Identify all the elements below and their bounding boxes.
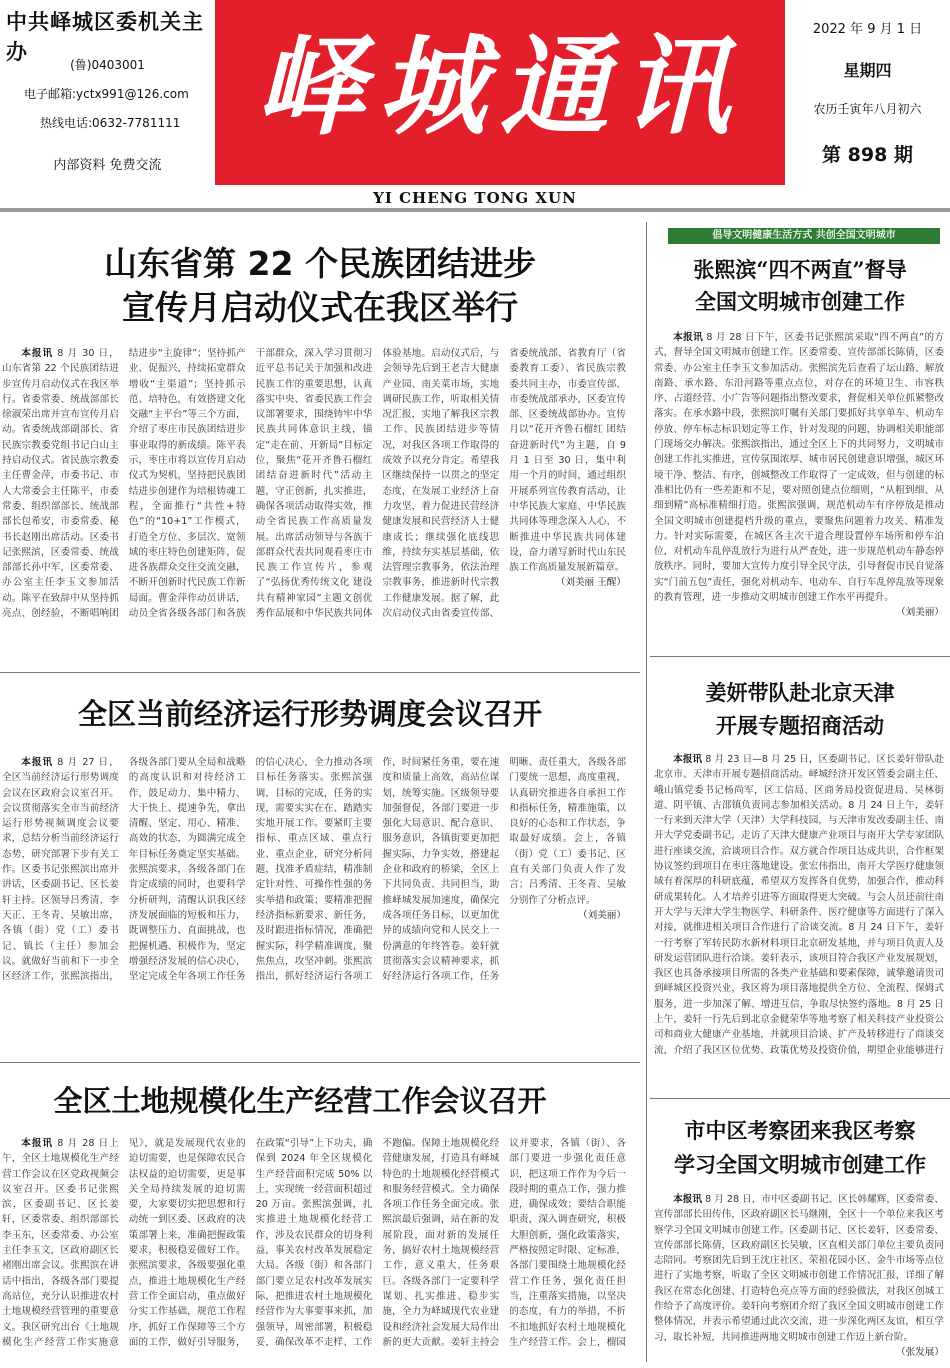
masthead-info-right bbox=[785, 0, 950, 185]
sidebar-2-headline-line-2: 开展专题招商活动 bbox=[716, 713, 884, 738]
email-address: 电子邮箱:yctx991@126.com bbox=[24, 87, 189, 101]
internal-notice: 内部资料 免费交流 bbox=[53, 158, 162, 173]
issue-number: 第 898 期 bbox=[822, 144, 913, 166]
article-2-body bbox=[2, 755, 626, 1051]
sidebar-1-lead: 本报讯 bbox=[673, 332, 704, 343]
column-divider bbox=[646, 222, 647, 1362]
sidebar-3-body bbox=[654, 1192, 944, 1364]
sidebar-2-text: 8 月 23 日—8 月 25 日，区委副书记、区长姜轩带队赴北京市、天津市开展专题招商活动。峄城经济开发区管委会副主任、峨山镇党委书记杨尚军，区工信局、区商务局投资促进局、吴林街道、阴平镇、古邵镇负责同志参加相关活动。8 月 24 日上午，姜轩一行来到天津大学（天津）大学科技园，与天津市发改委副主任、南开大学党委副书记，走访了天津大健康产业项目与南开大学专家团队进行座谈交流，洽谈项目合作。双方就合作项目达成共识，合作框架协议签约到项目在枣庄落地建设。张宏伟指出，南开大学医疗健康领域有着深厚的科研底蕴，希望双方发挥各自优势，加强合作，推动科研成果转化。人才培养引进等方面取得更大突破。与会人员还前往南开大学与天津大学生物医学、科研条件、医疗健康等方面进行了深入对接，就推进相关项目合作进行了洽谈交流。8 月 24 日下午，姜轩一行考察了军转民防水新材料项目北京研发基地，并与项目负责人及研发运营团队进行洽谈。姜轩表示，该项目符合我区产业发展规划，我区也具备承接项目所需的各类产业基础和要素保障，诚挚邀请贵司到峄城区投资兴业，我区将为项目落地提供全方位、全流程、保姆式服务，进一步加深了解、增进互信，争取尽快签约落地。8 月 25 日上午，姜轩一行先后到北京金健荣华等地考察了相关科技产业投资公司和商业大健康产业基地，并就项目洽谈、扩产及转移进行了商谈交流，介绍了我区区位优势、政策优势及投资价值，期望企业能够进行 bbox=[654, 754, 944, 1056]
sidebar-1-text: 8 月 28 日下午，区委书记张熙滨采取“四不两直”的方式，督导全国文明城市创建工作。区委常委、宣传部部长陈倩，区委常委、办公室主任李玉文参加活动。张熙滨先后查看了坛山路、解放南路、承水路、东沿河路等重点点位，对存在的环境卫生、市容秩序、占道经营、小广告等问题指出整改要求，督促相关单位抓紧整改落实。在承水路中段，张熙滨叮嘱有关部门要抓好共享单车、机动车停放、停车标志标识划定等工作，针对发现的问题，协调相关职能部门现场交办解决。张熙滨指出，通过全区上下的共同努力，文明城市创建工作扎实推进，宣传氛围浓厚、城市居民创建意识增强，城区环境干净、整洁、有序，创城整改工作取得了一定成效，但与创建的标准相比仍有一些差距和不足，要对照创建点位细则，“从粗到细、从细到精”高标准精细打造。张熙滨强调，规范机动车有序停放是推动全国文明城市创建提档升级的重点，要聚焦问题着力攻关、精准发力。针对实际需要，在城区各主次干道合理设置停车场所和停车泊位，对机动车乱停乱放行为进行从严查处，进一步规范机动车静态停放秩序。同时，要加大宣传力度引导全民守法，引导督促市民自觉落实“门前五包”责任，强化对机动车、电动车、自行车乱停乱放等现象的教育管理，进一步推动文明城市创建工作水平再提升。 bbox=[654, 332, 944, 604]
article-1-headline-line-2: 宣传月启动仪式在我区举行 bbox=[122, 288, 518, 327]
divider bbox=[0, 672, 640, 673]
article-3-text: 8 月 28 日上午，全区土地规模化生产经营工作会议在区党政视频会议室召开。区委书记张熙滨，区委副书记、区长姜轩，区委常委、组织部部长李玉东，区委常委、办公室主任李玉文，区政府副区长褚刚出席会议。张熙滨在讲话中指出，各级各部门要提高站位，充分认识推进农村土地规模经营管理的重要意义。我区研究出台《土地规模化生产经营工作实施意见》，就是发展现代农业的迫切需要，也是保障农民合法权益的迫切需要，更是事关全局持续发展的迫切需要，大家要切实把思想和行动统一到区委、区政府的决策部署上来，准确把握政策要求，积极稳妥做好工作。张熙滨要求，各级要强化重点，推进土地规模化生产经营工作全面启动，重点做好分实工作基础，规范工作程序，抓好工作保障等三个方面的工作，做好引导服务，在政策“引导”上下功夫，确保到 2024 年全区规模化生产经营面积完成 50% 以上，实现统一经营面积超过 20 万亩。张熙滨强调，扎实推进土地规模化经营工作，涉及农民群众的切身利益，事关农村改革发展稳定大局。各级（街）和各部门部门要立足农村改革发展实际，把推进农村土地规模化经营作为大事要事来抓，加强领导，周密部署，积极稳妥，确保改革不走样、工作不跑偏。保障土地规模化经营健康发展，打造具有峄城特色的土地规模化经营模式和服务经营模式。全力确保各项工作任务全面完成。张熙滨最后强调，站在新的发展阶段，面对新的发展任务，搞好农村土地规模经营工作，意义重大，任务艰巨。各级各部门一定要科学谋划、扎实推进、稳步实施，全力为峄城现代农业建设和经济社会发展大局作出新的更大贡献。姜轩主持会议并要求，各镇（街）、各部门要进一步强化责任意识，把这项工作作为今后一段时期的重点工作，强力推进，确保成效；要结合职能职责，深入调查研究，积极大胆创新，强化政策落实，严格按照定时限、定标准，各部门要围绕土地规模化经营工作任务，强化责任担当，注重落实措施，以坚决的态度，有力的举措，不折不扣地抓好农村土地规模化生产经营工作。会上，榴园 bbox=[2, 1138, 626, 1348]
sidebar-3-headline-line-1: 市中区考察团来我区考察 bbox=[684, 1118, 916, 1143]
article-1-body bbox=[2, 346, 626, 662]
article-1-text: 8 月 30 日，山东省第 22 个民族团结进步宣传月启动仪式在我区举行。省委常委、统战部部长徐淑荣出席并宣布宣传月启动。省委统战部副部长、省民族宗教委党组书记白山主持启动仪式。省民族宗教委主任曹金萍，市委书记、市人大常委会主任陈平，市委常委、组织部部长、统战部部长包希安，市委常委、秘书长赵刚出席活动。区委书记张熙滨，区委常委、统战部部长孙中军，区委常委、办公室主任李玉文参加活动。陈平在致辞中从坚持抓亮点、创经验，不断唱响团结进步“主旋律”；坚持抓产业、促振兴，持续拓宽群众增收“主渠道”；坚持抓示范、培特色，有效搭建文化交融“主平台”等三个方面，介绍了枣庄市民族团结进步事业取得的新成绩。陈平表示，枣庄市将以宣传月启动仪式为契机，坚持把民族团结进步创建作为培根铸魂工程，全面推行“共性+特色”的“10+1”工作模式，打造全方位、多层次、宽领域的枣庄特色创建矩阵，促进各族群众交往交流交融，不断开创新时代民族工作新局面。曹金萍作动员讲话，动员全省各级各部门和各族干部群众，深入学习贯彻习近平总书记关于加强和改进民族工作的重要思想，认真落实中央、省委民族工作会议部署要求，围绕铸牢中华民族共同体意识主线，锚定“走在前、开新局”目标定位，聚焦“花开齐鲁石榴红 团结奋进新时代”活动主题，守正创新，扎实推进，确保各项活动取得实效，推动全省民族工作高质量发展。出席活动领导与各族干部群众代表共同观看枣庄市民族工作宣传片，参观了“弘扬优秀传统文化 建设共有精神家园”主题文创优秀作品展和中华民族共同体体验基地。启动仪式后，与会领导先后到王老吉大健康产业园、南关菜市场，实地调研民族工作，听取相关情况汇报，实地了解我区宗教工作、民族团结进步等情况，对我区各项工作取得的成效予以充分肯定。希望我区继续保持一以贯之的坚定态度，在发展工业经济上奋力攻坚，着力促进民营经济健康发展和民营经济人士健康成长；继续强化底线思维，持续夯实基层基础，依法管理宗教事务，依法治理宗教事务，推进新时代宗教工作健康发展。据了解，此次启动仪式由省委宣传部、省委统战部、省教育厅（省委教育工委）、省民族宗教委共同主办，市委宣传部、市委统战部承办，区委宣传部、区委统战部协办。宣传月以“花开齐鲁石榴红 团结奋进新时代”为主题，自 9 月 1 日至 30 日，集中利用一个月的时间，通过组织开展系列宣传教育活动，让中华民族大家庭、中华民族共同体等理念深入人心，不断推进中华民族共同体建设，奋力谱写新时代山东民族工作高质量发展新篇章。 bbox=[2, 348, 626, 620]
issue-weekday: 星期四 bbox=[843, 61, 892, 80]
sidebar-1-byline: （刘美丽） bbox=[896, 607, 944, 619]
sidebar-3-headline-line-2: 学习全国文明城市创建工作 bbox=[674, 1152, 926, 1177]
divider bbox=[0, 1062, 640, 1063]
hotline-phone: 热线电话:0632-7781111 bbox=[40, 116, 181, 130]
sidebar-2-headline-line-1: 姜妍带队赴北京天津 bbox=[705, 680, 895, 705]
sidebar-1-headline[interactable] bbox=[654, 254, 946, 318]
article-1-headline-line-1: 山东省第 22 个民族团结进步 bbox=[104, 244, 536, 283]
article-2-byline: （刘美丽） bbox=[578, 909, 626, 921]
article-1-lead: 本报讯 bbox=[21, 348, 54, 359]
sidebar-2-headline[interactable] bbox=[654, 676, 946, 742]
sponsor-organ: 中共峄城区委机关主办 bbox=[6, 9, 204, 64]
article-2-headline[interactable]: 全区当前经济运行形势调度会议召开 bbox=[77, 697, 542, 731]
registration-number: (鲁)0403001 bbox=[70, 58, 145, 72]
banner-text: 倡导文明健康生活方式 共创全国文明城市 bbox=[712, 230, 896, 241]
lunar-date: 农历壬寅年八月初六 bbox=[813, 102, 922, 116]
newspaper-title: 峄城通讯 bbox=[255, 24, 744, 150]
masthead-divider bbox=[0, 208, 950, 212]
sidebar-1-headline-line-2: 全国文明城市创建工作 bbox=[695, 289, 905, 314]
sidebar-3-byline: （张发展） bbox=[896, 1346, 944, 1358]
sidebar-1-body bbox=[654, 330, 944, 646]
article-1-headline[interactable] bbox=[0, 242, 640, 330]
sidebar-2-lead: 本报讯 bbox=[673, 754, 703, 765]
article-3-lead: 本报讯 bbox=[21, 1138, 54, 1149]
sidebar-1-headline-line-1: 张熙滨“四不两直”督导 bbox=[693, 257, 907, 282]
article-3-body bbox=[2, 1136, 626, 1364]
sidebar-3-text: 8 月 28 日，市中区委副书记、区长韩耀辉，区委常委、宣传部部长田传伟，区政府副区长马继刚，全区十一个单位来我区考察学习全国文明城市创建工作。区委副书记、区长姜轩，区委常委、宣传部部长陈倩，区政府副区长吴敏，区直相关部门单位主要负责同志陪同。考察团先后到王沈庄社区、荣祖花园小区、金牛市场等点位进行了实地考察，听取了全区文明城市创建工作情况汇报，详细了解我区在常态化创建、打造特色亮点等方面的经验做法，对我区创城工作给予了高度评价。姜轩向考察团介绍了我区全国文明城市创建工作整体情况，并表示希望通过此次交流，进一步深化两区友谊，相互学习，取长补短，共同推进两地文明城市创建工作迈上新台阶。 bbox=[654, 1194, 944, 1343]
article-2-text: 8 月 27 日，全区当前经济运行形势调度会议在区政府会议室召开。会议贯彻落实全市当前经济运行形势视频调度会议要求，总结分析当前经济运行态势，研究部署下步有关工作。区委书记张熙滨出席并讲话，区委副书记、区长姜轩主持。区领导吕秀清、李天正、王冬青、吴敏出席，各镇（街）党（工）委书记、镇长（主任）参加会议。就做好当前和下一步全区经济工作，张熙滨指出，各级各部门要从全局和战略的高度认识和对待经济工作，鼓足动力、集中精力、大干快上、提速争先，拿出清醒、坚定、用心、精准、高效的状态，为圆满完成全年目标任务奠定坚实基础。张熙滨要求，各级各部门在肯定成绩的同时，也要科学分析研判，清醒认识我区经济发展面临的短板和压力，既调整压力、直面挑战，也把握机遇、积极作为，坚定增强经济发展的信心决心，坚定完成全年各项工作任务的信心决心，全力推动各项目标任务落实。张熙滨强调，目标的完成，任务的实现，需要实实在在、踏踏实实地开展工作。要紧盯主要指标、重点区域、重点行业、重点企业，研究分析问题，找准矛盾症结，精准制定针对性、可操作性强的务实举措和政策；要精准把握经济指标新要求、新任务，及时跟进指标情况，准确把握实际，科学精准调度，聚焦焦点，攻坚冲刺。张熙滨指出，抓好经济运行各项工作，时间紧任务重，要在速度和质量上高效，高站位谋划，统筹实施。区级领导要加强督促，各部门要进一步强化大局意识、配合意识、服务意识，各镇街要更加把握实际，力争实效，搭建起企业和政府的桥梁，全区上下共同负责、共同担当，助推峄城发展加速度，确保完成各项任务目标，以更加优异的成绩向党和人民交上一份满意的年终答卷。姜轩就贯彻落实会议精神要求，抓好经济运行各项工作，任务明晰、责任重大，各级各部门要统一思想，高度重视，认真研究推进各自承担工作和指标任务，精准施策，以良好的心态和工作状态，争取最好成绩。会上，各镇（街）党（工）委书记、区直有关部门负责人作了发言；吕秀清、王冬青、吴敏分别作了分析点评。 bbox=[2, 757, 626, 983]
article-2-lead: 本报讯 bbox=[21, 757, 54, 768]
article-1-byline: （刘美丽 王醒） bbox=[555, 577, 626, 589]
masthead bbox=[0, 0, 950, 212]
sidebar-3-lead: 本报讯 bbox=[673, 1194, 703, 1205]
article-3-headline[interactable]: 全区土地规模化生产经营工作会议召开 bbox=[53, 1084, 547, 1118]
masthead-info-left bbox=[0, 0, 215, 185]
issue-date: 2022 年 9 月 1 日 bbox=[812, 22, 923, 37]
divider bbox=[650, 1098, 950, 1099]
sidebar-2-body bbox=[654, 752, 944, 1088]
civilization-banner bbox=[668, 228, 940, 244]
sidebar-3-headline[interactable] bbox=[654, 1114, 946, 1182]
divider bbox=[650, 656, 950, 657]
masthead-title-block bbox=[215, 0, 785, 185]
title-pinyin: YI CHENG TONG XUN bbox=[373, 189, 577, 207]
